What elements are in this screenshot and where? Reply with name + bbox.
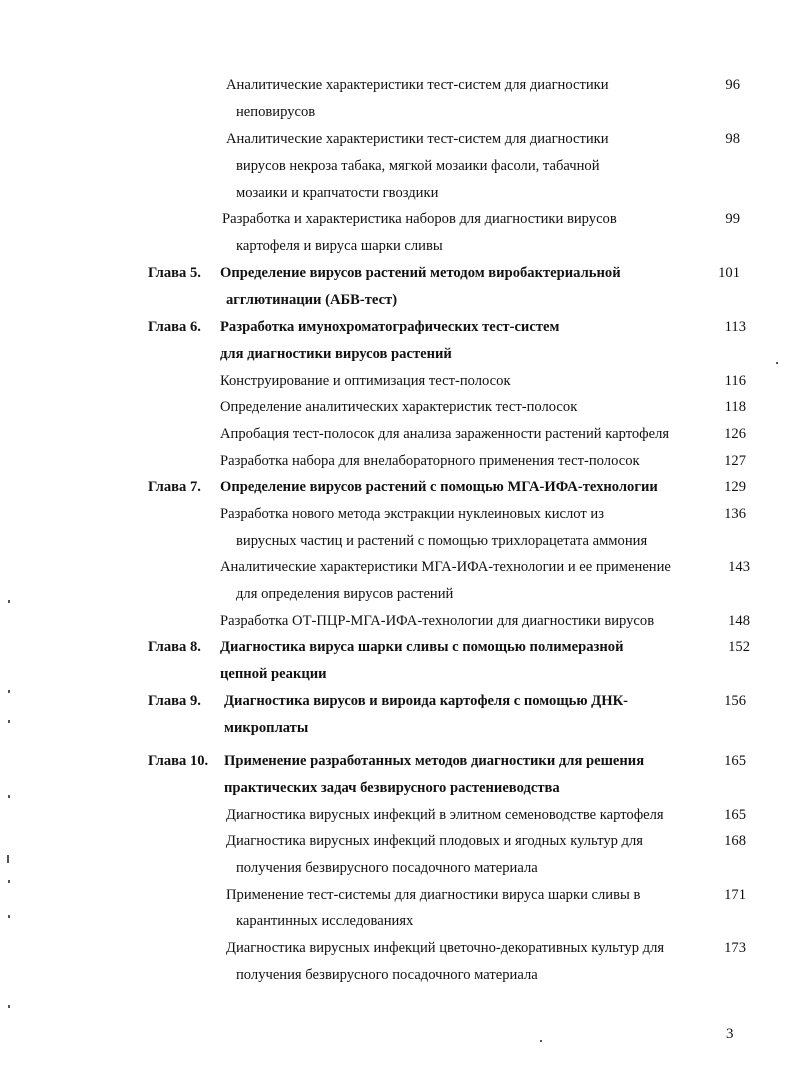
chapter-title-line: Диагностика вирусов и вироида картофеля с помощью ДНК- [224, 693, 629, 709]
chapter-title-line: практических задач безвирусного растениеводства [224, 780, 560, 796]
toc-line: картофеля и вируса шарки сливы [236, 238, 443, 254]
chapter-title-line: Диагностика вируса шарки сливы с помощью полимеразной [220, 639, 624, 655]
toc-page-number: 168 [724, 833, 746, 849]
chapter-title-line: микроплаты [224, 720, 309, 736]
toc-page-number: 156 [724, 693, 746, 709]
toc-line: Диагностика вирусных инфекций плодовых и ягодных культур для [226, 833, 643, 849]
chapter-title-line: Определение вирусов растений методом виробактериальной [220, 265, 621, 281]
scan-speck [776, 362, 778, 364]
chapter-label: Глава 9. [148, 693, 201, 709]
toc-line: Диагностика вирусных инфекций в элитном семеноводстве картофеля [226, 807, 664, 823]
toc-page-number: 99 [725, 211, 740, 227]
toc-line: Аналитические характеристики тест-систем для диагностики [226, 77, 609, 93]
chapter-label: Глава 6. [148, 319, 201, 335]
toc-page-number: 113 [724, 319, 746, 335]
toc-line: вирусных частиц и растений с помощью трихлорацетата аммония [236, 533, 648, 549]
chapter-label: Глава 8. [148, 639, 201, 655]
toc-page-number: 136 [724, 506, 746, 522]
toc-line: Разработка набора для внелабораторного применения тест-полосок [220, 453, 640, 469]
toc-line: Разработка ОТ-ПЦР-МГА-ИФА-технологии для диагностики вирусов [220, 613, 655, 629]
toc-line: Диагностика вирусных инфекций цветочно-декоративных культур для [226, 940, 665, 956]
toc-page-number: 165 [724, 807, 746, 823]
chapter-title-line: Разработка имунохроматографических тест-систем [220, 319, 560, 335]
chapter-label: Глава 10. [148, 753, 209, 769]
toc-line: Применение тест-системы для диагностики вируса шарки сливы в [226, 887, 641, 903]
scan-speck [8, 915, 10, 918]
toc-line: для определения вирусов растений [236, 586, 454, 602]
toc-line: Аналитические характеристики МГА-ИФА-технологии и ее применение [220, 559, 671, 575]
toc-line: вирусов некроза табака, мягкой мозаики фасоли, табачной [236, 158, 600, 174]
toc-line: получения безвирусного посадочного материала [236, 967, 538, 983]
toc-page-number: 129 [724, 479, 746, 495]
chapter-title-line: агглютинации (АБВ-тест) [226, 292, 398, 308]
chapter-label: Глава 5. [148, 265, 201, 281]
toc-page-number: 173 [724, 940, 746, 956]
toc-page-number: 101 [718, 265, 740, 281]
toc-line: мозаики и крапчатости гвоздики [236, 185, 439, 201]
toc-page-number: 171 [724, 887, 746, 903]
scan-speck [8, 720, 10, 723]
toc-page-number: 152 [728, 639, 750, 655]
toc-page-number: 127 [724, 453, 746, 469]
toc-page-number: 143 [728, 559, 750, 575]
toc-line: неповирусов [236, 104, 316, 120]
toc-line: получения безвирусного посадочного материала [236, 860, 538, 876]
scan-speck [7, 855, 9, 863]
toc-page-number: 96 [725, 77, 740, 93]
toc-line: Апробация тест-полосок для анализа зараженности растений картофеля [220, 426, 670, 442]
scan-speck [8, 795, 10, 798]
scan-speck [540, 1040, 542, 1042]
chapter-title-line: Применение разработанных методов диагностики для решения [224, 753, 645, 769]
toc-line: карантинных исследованиях [236, 913, 414, 929]
scan-speck [8, 1005, 10, 1008]
scan-speck [8, 880, 10, 883]
toc-page-number: 118 [724, 399, 746, 415]
toc-page-number: 116 [724, 373, 746, 389]
chapter-title-line: Определение вирусов растений с помощью МГА-ИФА-технологии [220, 479, 658, 495]
toc-line: Разработка нового метода экстракции нуклеиновых кислот из [220, 506, 604, 522]
toc-page-number: 148 [728, 613, 750, 629]
scan-speck [8, 690, 10, 693]
scan-speck [8, 600, 10, 603]
toc-line: Аналитические характеристики тест-систем для диагностики [226, 131, 609, 147]
toc-page-number: 98 [725, 131, 740, 147]
chapter-label: Глава 7. [148, 479, 201, 495]
toc-line: Определение аналитических характеристик тест-полосок [220, 399, 578, 415]
toc-page-number: 165 [724, 753, 746, 769]
toc-line: Разработка и характеристика наборов для диагностики вирусов [222, 211, 617, 227]
chapter-title-line: для диагностики вирусов растений [220, 346, 452, 362]
chapter-title-line: цепной реакции [220, 666, 327, 682]
page-number: 3 [726, 1026, 734, 1042]
toc-page-number: 126 [724, 426, 746, 442]
toc-line: Конструирование и оптимизация тест-полосок [220, 373, 511, 389]
